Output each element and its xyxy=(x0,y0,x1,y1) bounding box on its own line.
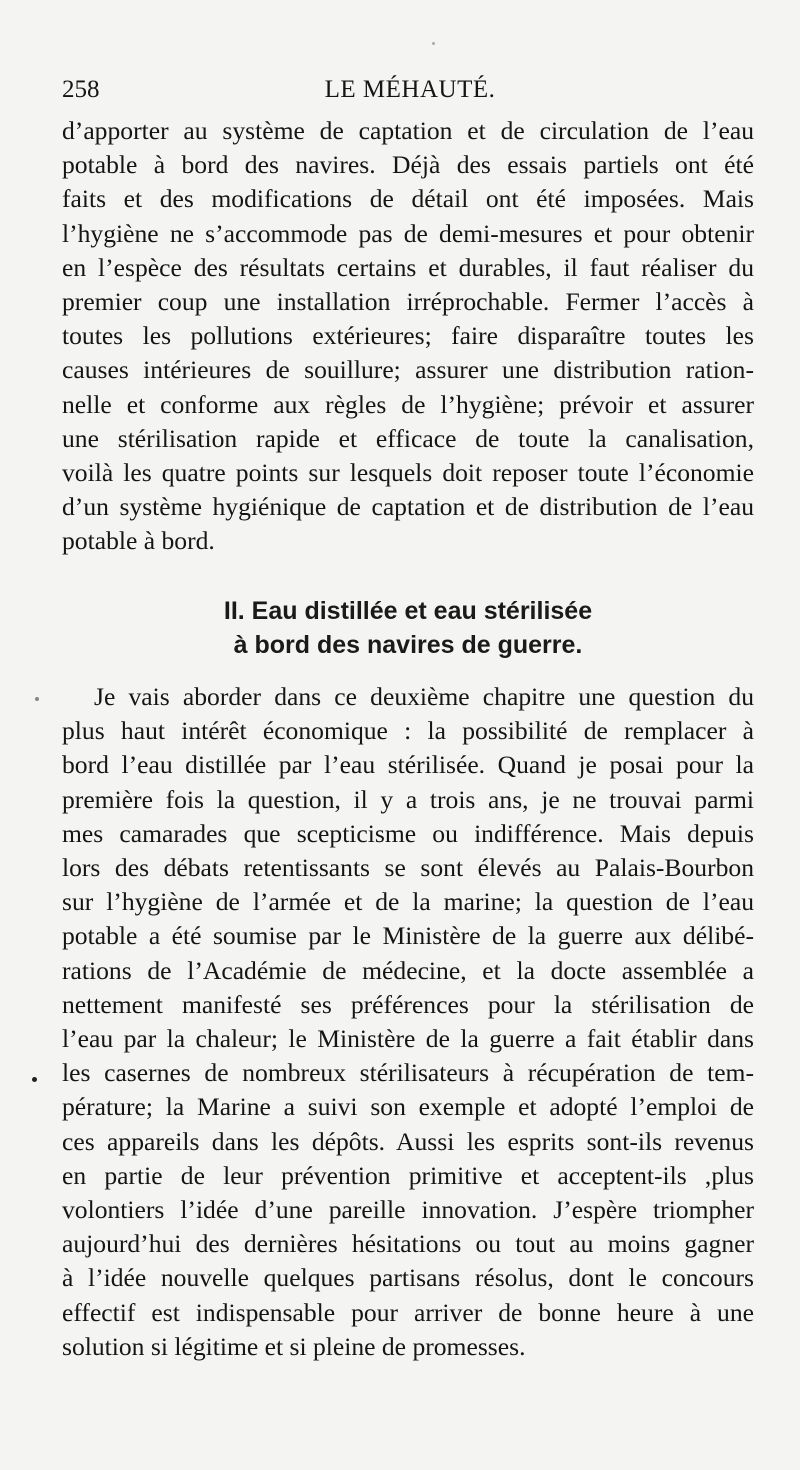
section-heading-line: à bord des navires de guerre. xyxy=(233,631,583,659)
text-line: plus haut intérêt économique : la possibilité de remplacer à xyxy=(62,716,754,746)
text-line: une stérilisation rapide et efficace de toute la canalisation, xyxy=(62,423,754,453)
text-line: toutes les pollutions extérieures; faire disparaître toutes les xyxy=(62,321,754,351)
text-line: premier coup une installation irréprochable. Fermer l’accès à xyxy=(62,287,754,317)
text-line: à l’idée nouvelle quelques partisans résolus, dont le concours xyxy=(62,1263,754,1293)
text-line: en l’espèce des résultats certains et durables, il faut réaliser du xyxy=(62,252,754,282)
paragraph-1 xyxy=(62,114,754,559)
text-line: voilà les quatre points sur lesquels doit reposer toute l’économie xyxy=(62,458,754,488)
text-line: l’eau par la chaleur; le Ministère de la guerre a fait établir dans xyxy=(62,1024,754,1054)
text-line: pérature; la Marine a suivi son exemple et adopté l’emploi de xyxy=(62,1092,754,1122)
page-number: 258 xyxy=(62,76,100,103)
text-line: ces appareils dans les dépôts. Aussi les esprits sont-ils revenus xyxy=(62,1126,754,1156)
text-line: potable a été soumise par le Ministère de la guerre aux délibé- xyxy=(62,921,754,951)
text-line: Je vais aborder dans ce deuxième chapitre une question du xyxy=(94,682,754,711)
running-head: LE MÉHAUTÉ. xyxy=(324,76,496,103)
scan-speck xyxy=(35,697,39,701)
text-line: mes camarades que scepticisme ou indifférence. Mais depuis xyxy=(62,818,754,848)
text-line: les casernes de nombreux stérilisateurs à récupération de tem- xyxy=(62,1058,754,1088)
text-line: aujourd’hui des dernières hésitations ou tout au moins gagner xyxy=(62,1229,754,1259)
text-line: faits et des modifications de détail ont été imposées. Mais xyxy=(62,184,754,214)
text-line: d’apporter au système de captation et de circulation de l’eau xyxy=(62,116,754,145)
text-line: solution si légitime et si pleine de promesses. xyxy=(62,1331,526,1361)
text-line: d’un système hygiénique de captation et de distribution de l’eau xyxy=(62,492,754,522)
text-line: causes intérieures de souillure; assurer une distribution ration- xyxy=(62,355,754,385)
section-heading xyxy=(62,594,754,662)
text-line: volontiers l’idée d’une pareille innovation. J’espère triompher xyxy=(62,1195,754,1225)
text-line: bord l’eau distillée par l’eau stérilisée. Quand je posai pour la xyxy=(62,750,754,780)
text-line: sur l’hygiène de l’armée et de la marine; la question de l’eau xyxy=(62,887,754,917)
text-line: lors des débats retentissants se sont élevés au Palais-Bourbon xyxy=(62,853,754,883)
scan-speck xyxy=(432,42,435,45)
paragraph-2 xyxy=(62,680,754,1364)
text-line: effectif est indispensable pour arriver de bonne heure à une xyxy=(62,1297,754,1327)
text-line: nettement manifesté ses préférences pour la stérilisation de xyxy=(62,989,754,1019)
text-line: potable à bord des navires. Déjà des essais partiels ont été xyxy=(62,150,754,180)
text-line: rations de l’Académie de médecine, et la docte assemblée a xyxy=(62,955,754,985)
section-heading-line: II. Eau distillée et eau stérilisée xyxy=(223,597,593,625)
text-line: en partie de leur prévention primitive et acceptent-ils ,plus xyxy=(62,1160,754,1190)
scan-speck xyxy=(32,1077,37,1082)
text-line: nelle et conforme aux règles de l’hygiène; prévoir et assurer xyxy=(62,389,754,419)
text-line: l’hygiène ne s’accommode pas de demi-mesures et pour obtenir xyxy=(62,218,754,248)
text-line: potable à bord. xyxy=(62,526,215,556)
page-header xyxy=(62,76,758,116)
text-line: première fois la question, il y a trois ans, je ne trouvai parmi xyxy=(62,784,754,814)
